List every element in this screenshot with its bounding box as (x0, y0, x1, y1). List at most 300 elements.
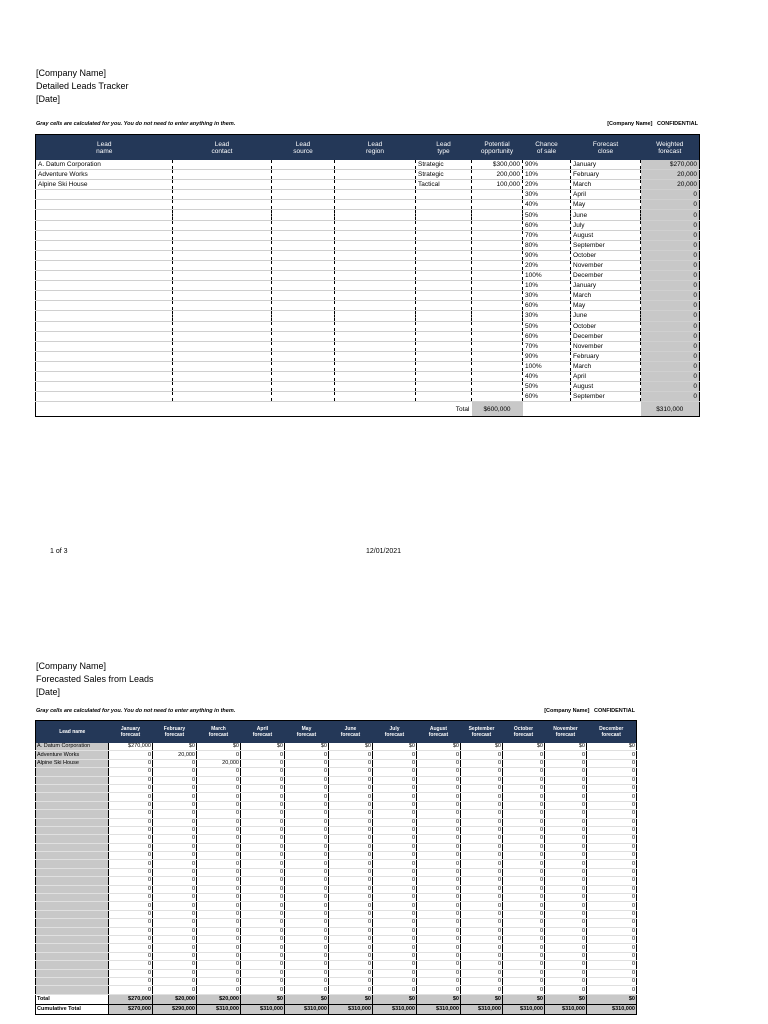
table-cell[interactable] (472, 361, 523, 371)
forecast-cell[interactable]: 0 (241, 944, 285, 952)
table-cell[interactable] (472, 382, 523, 392)
table-cell[interactable] (36, 281, 173, 291)
forecast-cell[interactable]: 0 (241, 843, 285, 851)
forecast-cell[interactable]: 0 (461, 810, 503, 818)
forecast-cell[interactable]: 0 (329, 952, 373, 960)
forecast-cell[interactable]: 0 (503, 801, 545, 809)
table-cell[interactable]: February (571, 170, 641, 180)
forecast-cell[interactable]: 0 (197, 826, 241, 834)
forecast-cell[interactable]: 0 (545, 894, 587, 902)
table-cell[interactable] (272, 250, 335, 260)
table-cell[interactable]: 20,000 (641, 170, 700, 180)
forecast-cell[interactable]: 0 (461, 969, 503, 977)
table-cell[interactable]: January (571, 160, 641, 170)
table-cell[interactable] (173, 371, 272, 381)
table-cell[interactable] (335, 180, 416, 190)
forecast-cell[interactable]: 0 (241, 969, 285, 977)
forecast-cell[interactable]: 0 (109, 927, 153, 935)
table-cell[interactable]: Tactical (416, 180, 472, 190)
forecast-cell[interactable]: 0 (329, 944, 373, 952)
forecast-cell[interactable]: 0 (109, 952, 153, 960)
forecast-cell[interactable]: 0 (587, 751, 637, 759)
forecast-cell[interactable]: 0 (587, 835, 637, 843)
table-cell[interactable] (36, 220, 173, 230)
forecast-cell[interactable]: $0 (197, 743, 241, 751)
table-cell[interactable] (416, 230, 472, 240)
forecast-cell[interactable]: 0 (197, 810, 241, 818)
forecast-cell[interactable]: 0 (109, 935, 153, 943)
table-cell[interactable] (173, 260, 272, 270)
forecast-cell[interactable]: 0 (329, 868, 373, 876)
table-cell[interactable] (416, 210, 472, 220)
table-cell[interactable] (272, 210, 335, 220)
forecast-cell[interactable]: 0 (545, 910, 587, 918)
table-cell[interactable]: 0 (641, 361, 700, 371)
forecast-cell[interactable]: 0 (285, 768, 329, 776)
forecast-cell[interactable]: 0 (329, 801, 373, 809)
forecast-cell[interactable]: 0 (545, 784, 587, 792)
forecast-cell[interactable]: 0 (373, 986, 417, 994)
forecast-cell[interactable]: 0 (329, 759, 373, 767)
table-cell[interactable] (272, 311, 335, 321)
forecast-cell[interactable]: 0 (285, 927, 329, 935)
table-cell[interactable]: 30% (523, 291, 571, 301)
forecast-cell[interactable]: 0 (461, 759, 503, 767)
table-cell[interactable] (36, 210, 173, 220)
forecast-cell[interactable]: 0 (587, 969, 637, 977)
table-cell[interactable] (335, 321, 416, 331)
table-cell[interactable]: A. Datum Corporation (36, 160, 173, 170)
table-cell[interactable]: 40% (523, 371, 571, 381)
forecast-cell[interactable]: 0 (109, 759, 153, 767)
table-cell[interactable]: 0 (641, 190, 700, 200)
forecast-cell[interactable]: 0 (285, 986, 329, 994)
table-cell[interactable] (36, 331, 173, 341)
table-cell[interactable] (472, 291, 523, 301)
table-cell[interactable] (416, 220, 472, 230)
forecast-cell[interactable]: 0 (461, 977, 503, 985)
table-cell[interactable] (272, 291, 335, 301)
forecast-cell[interactable]: 0 (329, 776, 373, 784)
table-cell[interactable]: 60% (523, 392, 571, 402)
forecast-cell[interactable]: 0 (285, 784, 329, 792)
table-cell[interactable] (416, 321, 472, 331)
forecast-cell[interactable]: 0 (545, 952, 587, 960)
forecast-cell[interactable]: 0 (153, 902, 197, 910)
forecast-cell[interactable]: 0 (329, 784, 373, 792)
forecast-cell[interactable]: 0 (587, 868, 637, 876)
forecast-cell[interactable]: 0 (545, 885, 587, 893)
table-cell[interactable]: 0 (641, 271, 700, 281)
forecast-cell[interactable]: 0 (109, 843, 153, 851)
forecast-cell[interactable]: 0 (417, 927, 461, 935)
forecast-cell[interactable]: 0 (417, 885, 461, 893)
forecast-cell[interactable]: 0 (587, 860, 637, 868)
forecast-cell[interactable]: 0 (461, 843, 503, 851)
forecast-cell[interactable]: 0 (461, 885, 503, 893)
forecast-cell[interactable]: 0 (197, 969, 241, 977)
table-cell[interactable] (272, 220, 335, 230)
table-cell[interactable] (173, 351, 272, 361)
forecast-cell[interactable]: 0 (417, 843, 461, 851)
forecast-cell[interactable]: 0 (587, 801, 637, 809)
forecast-cell[interactable]: 0 (197, 852, 241, 860)
table-cell[interactable] (416, 260, 472, 270)
forecast-cell[interactable]: 0 (153, 852, 197, 860)
forecast-cell[interactable]: 0 (417, 810, 461, 818)
table-cell[interactable] (173, 250, 272, 260)
forecast-cell[interactable]: 0 (329, 818, 373, 826)
table-cell[interactable]: 70% (523, 341, 571, 351)
forecast-cell[interactable]: 0 (373, 784, 417, 792)
forecast-cell[interactable]: 0 (197, 793, 241, 801)
table-cell[interactable] (335, 311, 416, 321)
table-cell[interactable] (272, 361, 335, 371)
table-cell[interactable]: 0 (641, 382, 700, 392)
forecast-cell[interactable]: 0 (373, 877, 417, 885)
forecast-cell[interactable]: 0 (109, 784, 153, 792)
forecast-cell[interactable]: 0 (197, 894, 241, 902)
table-cell[interactable] (335, 341, 416, 351)
forecast-cell[interactable]: 0 (417, 910, 461, 918)
forecast-cell[interactable]: 0 (503, 784, 545, 792)
table-cell[interactable] (173, 341, 272, 351)
forecast-cell[interactable]: 0 (109, 919, 153, 927)
forecast-cell[interactable]: 0 (417, 852, 461, 860)
forecast-cell[interactable]: 0 (503, 826, 545, 834)
forecast-cell[interactable]: 0 (461, 793, 503, 801)
forecast-cell[interactable]: 0 (285, 776, 329, 784)
forecast-cell[interactable]: 0 (373, 868, 417, 876)
table-cell[interactable] (472, 311, 523, 321)
forecast-cell[interactable]: 0 (587, 759, 637, 767)
forecast-cell[interactable]: 0 (373, 935, 417, 943)
forecast-cell[interactable]: 0 (197, 768, 241, 776)
table-cell[interactable]: $300,000 (472, 160, 523, 170)
forecast-cell[interactable]: 0 (587, 818, 637, 826)
forecast-cell[interactable]: 0 (503, 986, 545, 994)
forecast-cell[interactable]: 0 (417, 801, 461, 809)
table-cell[interactable] (472, 260, 523, 270)
table-cell[interactable] (36, 301, 173, 311)
table-cell[interactable] (335, 240, 416, 250)
forecast-cell[interactable]: 0 (153, 759, 197, 767)
table-cell[interactable]: April (571, 190, 641, 200)
forecast-cell[interactable]: 0 (153, 843, 197, 851)
forecast-cell[interactable]: $0 (241, 743, 285, 751)
forecast-cell[interactable]: 0 (503, 843, 545, 851)
forecast-cell[interactable]: 0 (109, 902, 153, 910)
forecast-cell[interactable]: 0 (587, 784, 637, 792)
table-cell[interactable]: December (571, 271, 641, 281)
forecast-cell[interactable]: 0 (197, 952, 241, 960)
forecast-cell[interactable]: 0 (545, 810, 587, 818)
forecast-cell[interactable]: 0 (461, 919, 503, 927)
table-cell[interactable]: 10% (523, 281, 571, 291)
forecast-cell[interactable]: 0 (503, 751, 545, 759)
table-cell[interactable]: April (571, 371, 641, 381)
forecast-cell[interactable]: 0 (153, 818, 197, 826)
table-cell[interactable]: June (571, 210, 641, 220)
forecast-cell[interactable]: 0 (285, 885, 329, 893)
forecast-cell[interactable]: 0 (373, 793, 417, 801)
forecast-cell[interactable]: 0 (109, 977, 153, 985)
forecast-cell[interactable]: 0 (417, 860, 461, 868)
forecast-cell[interactable]: 0 (197, 944, 241, 952)
forecast-cell[interactable]: 0 (109, 868, 153, 876)
table-cell[interactable] (335, 351, 416, 361)
table-cell[interactable] (335, 291, 416, 301)
forecast-cell[interactable]: 0 (461, 860, 503, 868)
forecast-cell[interactable]: 0 (503, 961, 545, 969)
table-cell[interactable]: 0 (641, 291, 700, 301)
forecast-cell[interactable]: 0 (503, 759, 545, 767)
table-cell[interactable]: May (571, 301, 641, 311)
table-cell[interactable] (173, 321, 272, 331)
forecast-cell[interactable]: 0 (197, 751, 241, 759)
table-cell[interactable] (272, 200, 335, 210)
table-cell[interactable]: 50% (523, 382, 571, 392)
table-cell[interactable]: 0 (641, 371, 700, 381)
forecast-cell[interactable]: 0 (545, 927, 587, 935)
forecast-cell[interactable]: 0 (373, 843, 417, 851)
forecast-cell[interactable]: 0 (197, 776, 241, 784)
forecast-cell[interactable]: 0 (109, 910, 153, 918)
forecast-cell[interactable]: 0 (329, 977, 373, 985)
table-cell[interactable]: 100,000 (472, 180, 523, 190)
forecast-cell[interactable]: 0 (329, 927, 373, 935)
forecast-cell[interactable]: 0 (545, 977, 587, 985)
table-cell[interactable] (272, 240, 335, 250)
table-cell[interactable]: 60% (523, 220, 571, 230)
forecast-cell[interactable]: 0 (417, 868, 461, 876)
forecast-cell[interactable]: 0 (503, 885, 545, 893)
forecast-cell[interactable]: 0 (197, 902, 241, 910)
forecast-cell[interactable]: 0 (241, 826, 285, 834)
table-cell[interactable] (416, 291, 472, 301)
table-cell[interactable] (173, 291, 272, 301)
forecast-cell[interactable]: 0 (329, 885, 373, 893)
forecast-cell[interactable]: 0 (545, 751, 587, 759)
table-cell[interactable]: 60% (523, 331, 571, 341)
forecast-cell[interactable]: 0 (587, 894, 637, 902)
forecast-cell[interactable]: 0 (503, 776, 545, 784)
forecast-cell[interactable]: 0 (109, 826, 153, 834)
forecast-cell[interactable]: 0 (197, 818, 241, 826)
table-cell[interactable] (335, 281, 416, 291)
table-cell[interactable] (472, 371, 523, 381)
forecast-cell[interactable]: 0 (153, 868, 197, 876)
forecast-cell[interactable]: 0 (153, 784, 197, 792)
forecast-cell[interactable]: 0 (373, 885, 417, 893)
forecast-cell[interactable]: 0 (545, 826, 587, 834)
table-cell[interactable]: 90% (523, 160, 571, 170)
forecast-cell[interactable]: 0 (153, 919, 197, 927)
table-cell[interactable]: 20% (523, 260, 571, 270)
forecast-cell[interactable]: 0 (197, 935, 241, 943)
forecast-cell[interactable]: 0 (197, 868, 241, 876)
forecast-cell[interactable]: 0 (241, 919, 285, 927)
forecast-cell[interactable]: 0 (109, 818, 153, 826)
forecast-cell[interactable]: 0 (153, 776, 197, 784)
forecast-cell[interactable]: 0 (545, 877, 587, 885)
table-cell[interactable] (472, 331, 523, 341)
table-cell[interactable] (272, 341, 335, 351)
table-cell[interactable]: August (571, 230, 641, 240)
table-cell[interactable]: 20,000 (641, 180, 700, 190)
forecast-cell[interactable]: 0 (241, 877, 285, 885)
forecast-cell[interactable]: 0 (109, 801, 153, 809)
table-cell[interactable] (472, 190, 523, 200)
forecast-cell[interactable]: 0 (417, 826, 461, 834)
table-cell[interactable] (472, 240, 523, 250)
forecast-cell[interactable]: 0 (417, 776, 461, 784)
table-cell[interactable] (472, 220, 523, 230)
table-cell[interactable]: June (571, 311, 641, 321)
forecast-cell[interactable]: 0 (285, 860, 329, 868)
table-cell[interactable] (416, 392, 472, 402)
forecast-cell[interactable]: 0 (373, 759, 417, 767)
forecast-cell[interactable]: 0 (153, 935, 197, 943)
forecast-cell[interactable]: 0 (587, 843, 637, 851)
table-cell[interactable] (173, 170, 272, 180)
table-cell[interactable] (272, 180, 335, 190)
forecast-cell[interactable]: $0 (545, 743, 587, 751)
forecast-cell[interactable]: 0 (197, 843, 241, 851)
table-cell[interactable]: 40% (523, 200, 571, 210)
table-cell[interactable]: July (571, 220, 641, 230)
forecast-cell[interactable]: 0 (153, 977, 197, 985)
forecast-cell[interactable]: 0 (373, 910, 417, 918)
forecast-cell[interactable]: 0 (587, 852, 637, 860)
forecast-cell[interactable]: 0 (373, 751, 417, 759)
table-cell[interactable] (272, 382, 335, 392)
forecast-cell[interactable]: 0 (329, 860, 373, 868)
forecast-cell[interactable]: 0 (241, 860, 285, 868)
forecast-cell[interactable]: 0 (285, 759, 329, 767)
table-cell[interactable] (272, 281, 335, 291)
forecast-cell[interactable]: 0 (545, 843, 587, 851)
forecast-cell[interactable]: 0 (373, 826, 417, 834)
forecast-cell[interactable]: 0 (109, 852, 153, 860)
forecast-cell[interactable]: 0 (241, 835, 285, 843)
forecast-cell[interactable]: 0 (329, 919, 373, 927)
forecast-cell[interactable]: 0 (285, 969, 329, 977)
table-cell[interactable] (173, 311, 272, 321)
table-cell[interactable] (36, 200, 173, 210)
table-cell[interactable] (472, 271, 523, 281)
table-cell[interactable]: 50% (523, 321, 571, 331)
table-cell[interactable] (173, 190, 272, 200)
table-cell[interactable]: November (571, 260, 641, 270)
forecast-cell[interactable]: 0 (329, 768, 373, 776)
table-cell[interactable] (173, 271, 272, 281)
forecast-cell[interactable]: 0 (461, 868, 503, 876)
forecast-cell[interactable]: 0 (241, 885, 285, 893)
forecast-cell[interactable]: 0 (153, 910, 197, 918)
forecast-cell[interactable]: 0 (545, 986, 587, 994)
table-cell[interactable]: 10% (523, 170, 571, 180)
table-cell[interactable]: 0 (641, 200, 700, 210)
table-cell[interactable] (416, 271, 472, 281)
table-cell[interactable] (335, 260, 416, 270)
table-cell[interactable] (472, 210, 523, 220)
forecast-cell[interactable]: 0 (241, 952, 285, 960)
forecast-cell[interactable]: 0 (373, 977, 417, 985)
table-cell[interactable] (416, 200, 472, 210)
forecast-cell[interactable]: 0 (241, 810, 285, 818)
table-cell[interactable]: 100% (523, 361, 571, 371)
forecast-cell[interactable]: 0 (373, 927, 417, 935)
table-cell[interactable]: 0 (641, 230, 700, 240)
forecast-cell[interactable]: 0 (417, 935, 461, 943)
forecast-cell[interactable]: 0 (373, 818, 417, 826)
forecast-cell[interactable]: 0 (241, 927, 285, 935)
forecast-cell[interactable]: 0 (153, 944, 197, 952)
forecast-cell[interactable]: 0 (329, 902, 373, 910)
table-cell[interactable] (173, 200, 272, 210)
forecast-cell[interactable]: 20,000 (153, 751, 197, 759)
forecast-cell[interactable]: 0 (285, 919, 329, 927)
table-cell[interactable]: 70% (523, 230, 571, 240)
table-cell[interactable]: 100% (523, 271, 571, 281)
table-cell[interactable] (173, 240, 272, 250)
forecast-cell[interactable]: 0 (461, 952, 503, 960)
forecast-cell[interactable]: 0 (545, 759, 587, 767)
forecast-cell[interactable]: $0 (329, 743, 373, 751)
table-cell[interactable]: March (571, 180, 641, 190)
table-cell[interactable] (272, 392, 335, 402)
table-cell[interactable]: Strategic (416, 160, 472, 170)
table-cell[interactable] (472, 351, 523, 361)
forecast-cell[interactable]: 0 (461, 801, 503, 809)
forecast-cell[interactable]: 0 (285, 826, 329, 834)
table-cell[interactable] (36, 190, 173, 200)
table-cell[interactable] (36, 382, 173, 392)
table-cell[interactable] (173, 361, 272, 371)
forecast-cell[interactable]: 0 (241, 977, 285, 985)
table-cell[interactable] (472, 341, 523, 351)
forecast-cell[interactable]: 0 (587, 910, 637, 918)
table-cell[interactable] (416, 240, 472, 250)
forecast-cell[interactable]: 0 (587, 944, 637, 952)
forecast-cell[interactable]: 0 (545, 969, 587, 977)
forecast-cell[interactable]: 0 (587, 977, 637, 985)
forecast-cell[interactable]: 0 (109, 810, 153, 818)
forecast-cell[interactable]: 0 (285, 877, 329, 885)
table-cell[interactable]: 0 (641, 321, 700, 331)
table-cell[interactable]: 0 (641, 351, 700, 361)
forecast-cell[interactable]: 0 (329, 969, 373, 977)
table-cell[interactable] (272, 301, 335, 311)
forecast-cell[interactable]: 0 (503, 894, 545, 902)
forecast-cell[interactable]: 0 (373, 894, 417, 902)
forecast-cell[interactable]: 0 (461, 877, 503, 885)
forecast-cell[interactable]: 0 (153, 801, 197, 809)
table-cell[interactable] (272, 351, 335, 361)
forecast-cell[interactable]: 0 (329, 910, 373, 918)
forecast-cell[interactable]: 0 (503, 860, 545, 868)
table-cell[interactable] (36, 371, 173, 381)
table-cell[interactable]: 90% (523, 250, 571, 260)
forecast-cell[interactable]: 0 (545, 835, 587, 843)
table-cell[interactable]: $270,000 (641, 160, 700, 170)
table-cell[interactable] (335, 170, 416, 180)
forecast-cell[interactable]: 0 (417, 759, 461, 767)
forecast-cell[interactable]: 0 (153, 793, 197, 801)
forecast-cell[interactable]: 0 (417, 818, 461, 826)
forecast-cell[interactable]: 0 (503, 877, 545, 885)
